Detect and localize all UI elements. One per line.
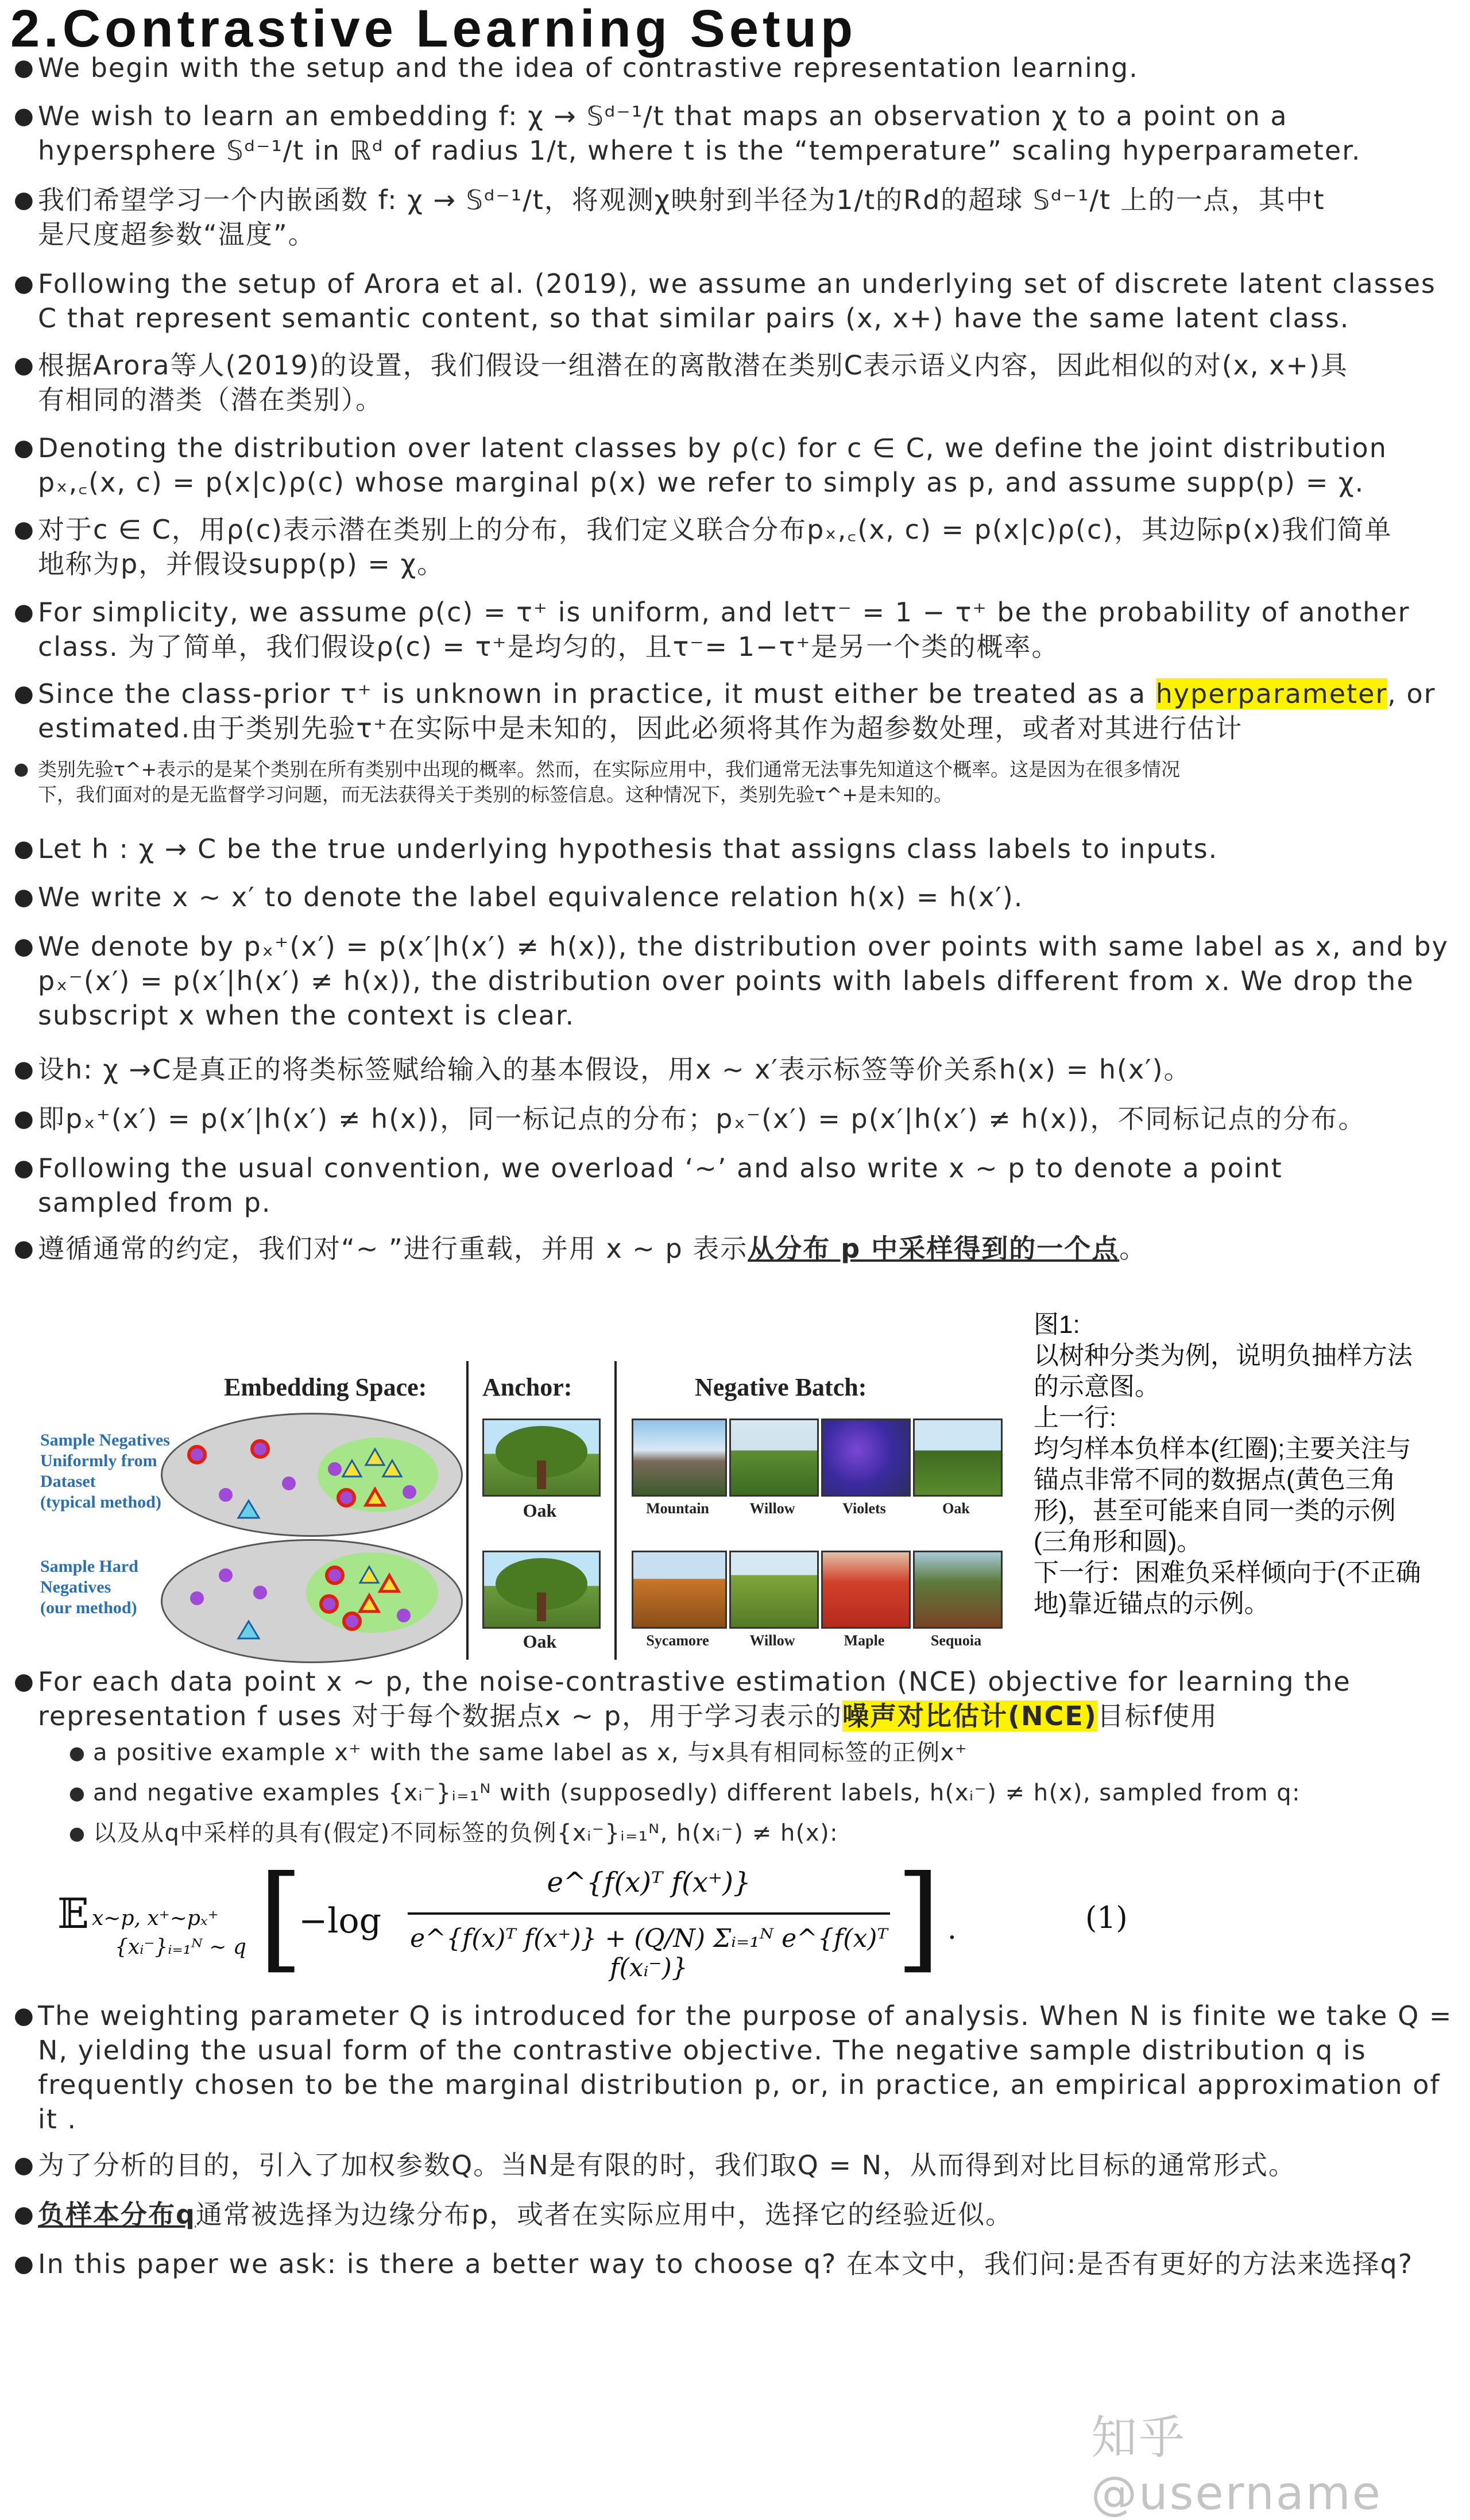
item-text: 为了分析的目的，引入了加权参数Q。当N是有限的时，我们取Q = N，从而得到对比目标的通常形式。 <box>38 2150 1297 2181</box>
sub-item-text: 以及从q中采样的具有(假定)不同标签的负例{xᵢ⁻}ᵢ₌₁ᴺ, h(xᵢ⁻) ≠ h(x): <box>93 1820 839 1846</box>
bullet-item <box>14 595 1455 664</box>
item-line: subscript x when the context is clear. <box>38 1000 575 1031</box>
bullet-dot: ● <box>14 187 35 213</box>
item-line: For simplicity, we assume ρ(c) = τ⁺ is uniform, and letτ⁻ = 1 − τ⁺ be the probability of another <box>38 597 1410 628</box>
negative-image-mountain <box>632 1419 727 1497</box>
item-line: We denote by pₓ⁺(x′) = p(x′|h(x′) ≠ h(x)), the distribution over points with same label as x, and by <box>38 931 1449 962</box>
bullet-dot: ● <box>69 1822 86 1844</box>
bullet-item <box>14 832 1455 866</box>
caption-line: 上一行: <box>1034 1404 1117 1432</box>
negative-caption: Sycamore <box>646 1632 709 1649</box>
bullet-dot: ● <box>14 516 35 543</box>
bullet-dot: ● <box>14 352 35 378</box>
item-line: Following the usual convention, we overload ‘∼’ and also write x ∼ p to denote a point <box>38 1153 1283 1184</box>
item-text: 遵循通常的约定，我们对“∼ ”进行重载，并用 x ∼ p 表示 <box>38 1233 748 1264</box>
item-text: We begin with the setup and the idea of contrastive representation learning. <box>38 52 1139 83</box>
figure-1 <box>34 1338 1011 1665</box>
item-line: 地称为p，并假设supp(p) = χ。 <box>38 548 445 579</box>
bullet-dot: ● <box>14 759 29 779</box>
item-line: hypersphere 𝕊ᵈ⁻¹/t in ℝᵈ of radius 1/t, where t is the “temperature” scaling hyperparameter. <box>38 135 1361 166</box>
item-line: class. 为了简单，我们假设ρ(c) = τ⁺是均匀的，且τ⁻= 1−τ⁺是另一个类的概率。 <box>38 631 1059 662</box>
bullet-dot: ● <box>14 836 35 862</box>
negative-caption: Maple <box>844 1632 885 1649</box>
bullet-item <box>14 1231 1455 1266</box>
negative-caption: Violets <box>842 1500 886 1517</box>
bullet-dot: ● <box>14 1155 35 1181</box>
row1-label-line: (typical method) <box>40 1493 161 1512</box>
negative-caption: Mountain <box>646 1500 709 1517</box>
bullet-dot: ● <box>14 2152 35 2178</box>
negative-image-willow <box>729 1419 819 1497</box>
bullet-dot: ● <box>14 681 35 707</box>
caption-line: 图1: <box>1034 1311 1080 1339</box>
caption-line: 锚点非常不同的数据点(黄色三角 <box>1034 1466 1396 1494</box>
embedding-points <box>163 1414 461 1535</box>
item-text: 通常被选择为边缘分布p，或者在实际应用中，选择它的经验近似。 <box>195 2199 1013 2230</box>
negative-image-sequoia <box>913 1551 1003 1629</box>
tree-image <box>484 1552 599 1627</box>
item-line: representation f uses 对于每个数据点x ∼ p，用于学习表示的 <box>38 1700 843 1731</box>
item-line: Following the setup of Arora et al. (2019), we assume an underlying set of discrete latent classes <box>38 268 1436 299</box>
bullet-dot: ● <box>69 1782 86 1804</box>
bullet-dot: ● <box>14 270 35 297</box>
negative-caption: Oak <box>942 1500 970 1517</box>
expectation-symbol: 𝔼 <box>57 1889 89 1938</box>
item-text: Let h : χ → C be the true underlying hypothesis that assigns class labels to inputs. <box>38 833 1218 864</box>
caption-line: 均匀样本负样本(红圈);主要关注与 <box>1034 1435 1411 1463</box>
sub-bullet-item <box>69 1738 1447 1768</box>
negative-caption: Willow <box>749 1500 795 1517</box>
fraction-denominator: e^{f(x)ᵀ f(x⁺)} + (Q/N) Σᵢ₌₁ᴺ e^{f(x)ᵀ f(xᵢ⁻)} <box>410 1924 888 1982</box>
highlight-nce: 噪声对比估计(NCE) <box>842 1700 1097 1731</box>
equation-1 <box>52 1851 1430 1993</box>
negative-image-violets <box>821 1419 911 1497</box>
bullet-item <box>14 2197 1455 2232</box>
bullet-item <box>14 677 1455 745</box>
negative-header: Negative Batch: <box>695 1373 867 1401</box>
figure-caption <box>1034 1309 1459 1620</box>
bullet-dot: ● <box>14 933 35 960</box>
row2-label-line: Sample Hard <box>40 1557 138 1576</box>
bullet-item <box>14 512 1455 581</box>
bullet-dot: ● <box>14 1056 35 1083</box>
left-bracket: [ <box>258 1851 304 1985</box>
bullet-item <box>14 183 1455 252</box>
negative-image-oak <box>913 1419 1003 1497</box>
underlined-phrase: 负样本分布q <box>38 2199 196 2230</box>
item-line: 是尺度超参数“温度”。 <box>38 219 316 250</box>
sub-bullet-item <box>69 1778 1447 1808</box>
sub-item-text: and negative examples {xᵢ⁻}ᵢ₌₁ᴺ with (supposedly) different labels, h(xᵢ⁻) ≠ h(x), sampled from q: <box>93 1780 1301 1806</box>
caption-line: (三角形和圆)。 <box>1034 1528 1202 1556</box>
watermark: 知乎 @username <box>1091 2411 1382 2520</box>
bullet-dot: ● <box>14 599 35 625</box>
expectation-sub2: {xᵢ⁻}ᵢ₌₁ᴺ ∼ q <box>115 1935 246 1959</box>
fraction-bar <box>408 1912 890 1915</box>
bullet-item <box>14 1052 1455 1087</box>
row1-label <box>40 1430 170 1513</box>
item-line: N, yielding the usual form of the contrastive objective. The negative sample distribution q is <box>38 2035 1367 2066</box>
underlined-phrase: 从分布 p 中采样得到的一个点 <box>748 1233 1120 1264</box>
embedding-header: Embedding Space: <box>224 1373 427 1401</box>
item-text: 即pₓ⁺(x′) = p(x′|h(x′) ≠ h(x))，同一标记点的分布；pₓ⁻(x′) = p(x′|h(x′) ≠ h(x))，不同标记点的分布。 <box>38 1103 1366 1134</box>
negative-image-willow <box>729 1551 819 1629</box>
negative-caption: Sequoia <box>930 1632 982 1649</box>
note-item <box>14 757 1455 807</box>
item-text: 。 <box>1119 1233 1147 1264</box>
item-line: Since the class-prior τ⁺ is unknown in practice, it must either be treated as a <box>38 678 1156 709</box>
item-line: pₓ,꜀(x, c) = p(x|c)ρ(c) whose marginal p(x) we refer to simply as p, and assume supp(p) = χ. <box>38 467 1365 498</box>
bullet-dot: ● <box>14 2003 35 2029</box>
row1-label-line: Uniformly from <box>40 1451 157 1470</box>
item-line: , or <box>1387 678 1436 709</box>
item-line: 根据Arora等人(2019)的设置，我们假设一组潜在的离散潜在类别C表示语义内容，因此相似的对(x, x+)具 <box>38 350 1348 381</box>
embedding-ellipse-uniform <box>161 1413 463 1537</box>
divider <box>614 1361 617 1660</box>
bullet-item <box>14 266 1455 335</box>
embedding-ellipse-hard <box>161 1539 463 1663</box>
row1-label-line: Sample Negatives <box>40 1431 170 1450</box>
anchor-image-oak <box>482 1551 601 1629</box>
highlight-hyperparameter: hyperparameter <box>1155 678 1388 709</box>
sub-bullet-item <box>69 1818 1447 1848</box>
bullet-dot: ● <box>14 1106 35 1132</box>
item-text: We write x ∼ x′ to denote the label equivalence relation h(x) = h(x′). <box>38 882 1024 913</box>
caption-line: 的示意图。 <box>1034 1373 1160 1401</box>
bullet-dot: ● <box>14 884 35 910</box>
anchor-header: Anchor: <box>482 1373 572 1401</box>
caption-line: 以树种分类为例，说明负抽样方法 <box>1034 1342 1413 1370</box>
item-text: In this paper we ask: is there a better way to choose q? 在本文中，我们问:是否有更好的方法来选择q? <box>38 2248 1414 2279</box>
item-line: it . <box>38 2104 78 2135</box>
anchor-image-oak <box>482 1419 601 1497</box>
embedding-points <box>163 1541 461 1661</box>
item-line: 我们希望学习一个内嵌函数 f: χ → 𝕊ᵈ⁻¹/t，将观测χ映射到半径为1/t的Rd的超球 𝕊ᵈ⁻¹/t 上的一点，其中t <box>38 184 1325 215</box>
bullet-item <box>14 99 1455 168</box>
bullet-item <box>14 2148 1455 2182</box>
negative-image-maple <box>821 1551 911 1629</box>
anchor-caption: Oak <box>523 1500 557 1521</box>
row2-label <box>40 1556 138 1618</box>
bullet-dot: ● <box>14 2251 35 2277</box>
item-line: Denoting the distribution over latent classes by ρ(c) for c ∈ C, we define the joint distribution <box>38 432 1387 463</box>
tree-image <box>484 1420 599 1495</box>
period: . <box>947 1912 957 1946</box>
item-line: We wish to learn an embedding f: χ → 𝕊ᵈ⁻¹/t that maps an observation χ to a point on a <box>38 101 1288 132</box>
bullet-dot: ● <box>14 1235 35 1262</box>
divider <box>466 1361 469 1660</box>
item-line: estimated.由于类别先验τ⁺在实际中是未知的，因此必须将其作为超参数处理，或者对其进行估计 <box>38 713 1243 744</box>
anchor-caption: Oak <box>523 1631 557 1652</box>
bullet-dot: ● <box>14 2201 35 2228</box>
bullet-item <box>14 1664 1455 1733</box>
negative-image-sycamore <box>632 1551 727 1629</box>
section-title: 2.Contrastive Learning Setup <box>10 0 857 58</box>
row2-label-line: (our method) <box>40 1598 137 1617</box>
item-line: For each data point x ∼ p, the noise-contrastive estimation (NCE) objective for learning the <box>38 1666 1351 1697</box>
bullet-dot: ● <box>69 1742 86 1764</box>
item-line: 有相同的潜类（潜在类别）。 <box>38 384 383 415</box>
caption-line: 形)，甚至可能来自同一类的示例 <box>1034 1497 1396 1525</box>
caption-line: 下一行：困难负采样倾向于(不正确 <box>1034 1559 1421 1587</box>
bullet-dot: ● <box>14 103 35 129</box>
bullet-dot: ● <box>14 435 35 461</box>
fraction-numerator: e^{f(x)ᵀ f(x⁺)} <box>547 1866 751 1899</box>
item-line: 目标f使用 <box>1097 1700 1218 1731</box>
bullet-item <box>14 1999 1455 2136</box>
bullet-dot: ● <box>14 1668 35 1695</box>
item-line: The weighting parameter Q is introduced for the purpose of analysis. When N is finite we take Q = <box>38 2000 1453 2031</box>
bullet-item <box>14 431 1455 500</box>
bullet-item <box>14 51 1455 85</box>
bullet-item <box>14 1101 1455 1136</box>
equation-number: (1) <box>1085 1901 1128 1935</box>
bullet-item <box>14 348 1455 417</box>
item-line: frequently chosen to be the marginal distribution p, or, in practice, an empirical approximation of <box>38 2069 1441 2100</box>
bullet-item <box>14 2247 1455 2281</box>
item-line: pₓ⁻(x′) = p(x′|h(x′) ≠ h(x)), the distribution over points with labels different from x. We drop the <box>38 965 1414 996</box>
expectation-sub1: x∼p, x⁺∼pₓ⁺ <box>92 1907 219 1930</box>
note-line: 类别先验τ^+表示的是某个类别在所有类别中出现的概率。然而，在实际应用中，我们通常无法事先知道这个概率。这是因为在很多情况 <box>38 758 1181 780</box>
item-line: sampled from p. <box>38 1187 272 1218</box>
negative-caption: Willow <box>749 1632 795 1649</box>
item-line: C that represent semantic content, so that similar pairs (x, x+) have the same latent class. <box>38 303 1350 334</box>
row1-label-line: Dataset <box>40 1472 96 1491</box>
neg-log: −log <box>299 1901 381 1941</box>
right-bracket: ] <box>896 1851 941 1985</box>
bullet-item <box>14 929 1455 1033</box>
bullet-item <box>14 880 1455 914</box>
caption-line: 地)靠近锚点的示例。 <box>1034 1590 1270 1618</box>
row2-label-line: Negatives <box>40 1578 111 1597</box>
item-line: 对于c ∈ C，用ρ(c)表示潜在类别上的分布，我们定义联合分布pₓ,꜀(x, c) = p(x|c)ρ(c)，其边际p(x)我们简单 <box>38 514 1392 545</box>
bullet-item <box>14 1151 1455 1220</box>
note-line: 下，我们面对的是无监督学习问题，而无法获得关于类别的标签信息。这种情况下，类别先验τ^+是未知的。 <box>38 783 953 806</box>
sub-item-text: a positive example x⁺ with the same label as x, 与x具有相同标签的正例x⁺ <box>93 1740 968 1766</box>
bullet-dot: ● <box>14 55 35 81</box>
item-text: 设h: χ →C是真正的将类标签赋给输入的基本假设，用x ∼ x′表示标签等价关系h(x) = h(x′)。 <box>38 1054 1192 1085</box>
